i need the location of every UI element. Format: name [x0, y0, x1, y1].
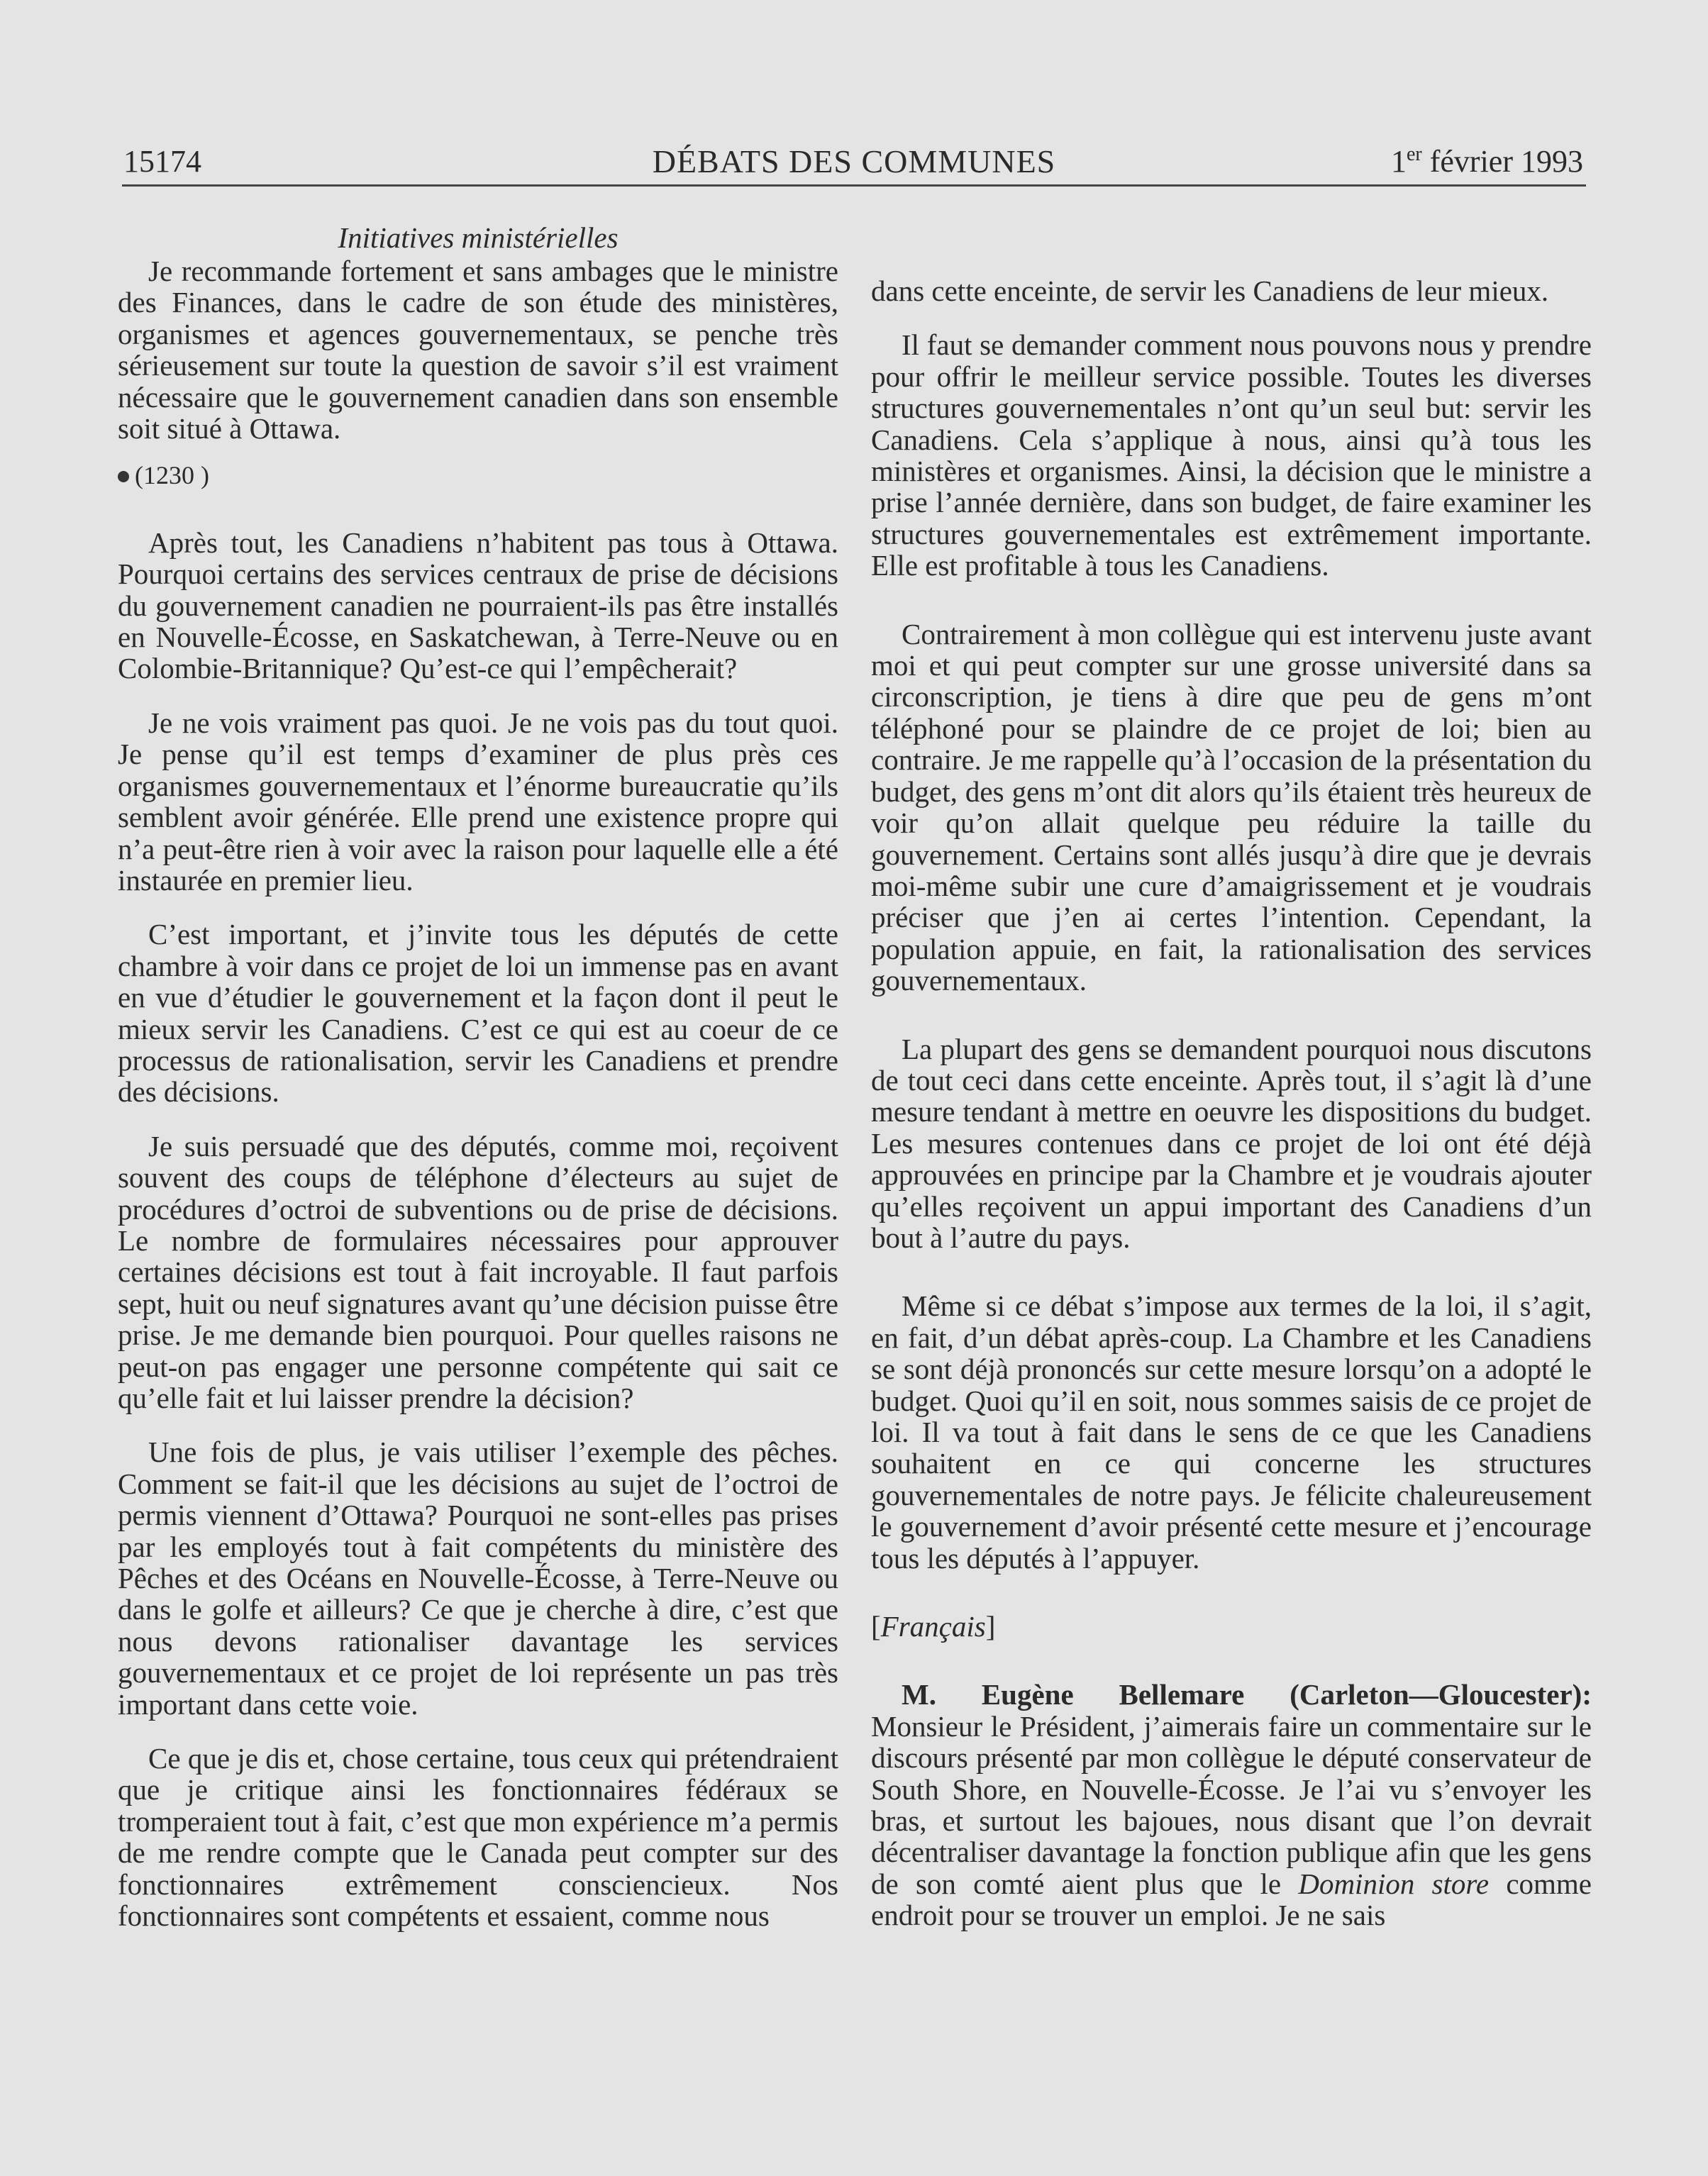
- left-column: [118, 220, 838, 1932]
- date-rest: février 1993: [1421, 144, 1583, 179]
- paragraph: Ce que je dis et, chose certaine, tous ceux qui prétendraient que je critique ainsi les fonctionnaires fédéraux se tromperaient tout à fait, c’est que mon expérience m’a permis de me rendre compte que le Canada peut compter sur des fonctionnaires extrêmement consciencieux. Nos fonctionnaires sont compétents et essaient, comme nous: [118, 1742, 838, 1933]
- paragraph: C’est important, et j’invite tous les députés de cette chambre à voir dans ce projet de loi un immense pas en avant en vue d’étudier le gouvernement et la façon dont il peut le mieux servir les Canadiens. C’est ce qui est au coeur de ce processus de rationalisation, servir les Canadiens et prendre des décisions.: [118, 918, 838, 1109]
- section-rubric: Initiatives ministérielles: [338, 221, 619, 254]
- page-date: [1391, 139, 1583, 184]
- speaker-name: M. Eugène Bellemare (Carleton—Gloucester):: [902, 1678, 1592, 1711]
- language-label: Français: [880, 1610, 986, 1643]
- language-indicator: [871, 1611, 1592, 1642]
- bracket-open: [: [871, 1610, 881, 1643]
- paragraph: Après tout, les Canadiens n’habitent pas tous à Ottawa. Pourquoi certains des services centraux de prise de décisions du gouvernement canadien ne pourraient-ils pas être installés en Nouvelle-Écosse, en Saskatchewan, à Terre-Neuve ou en Colombie-Britannique? Qu’est-ce qui l’empêcherait?: [118, 526, 838, 685]
- speech-text-end: comme endroit pour se trouver un emploi. Je ne sais: [871, 1867, 1592, 1932]
- right-column: [871, 275, 1592, 1931]
- time-marker: [118, 460, 838, 491]
- paragraph: La plupart des gens se demandent pourquoi nous discutons de tout ceci dans cette enceinte. Après tout, il s’agit là d’une mesure tendant à mettre en oeuvre les dispositions du budget. Les mesures contenues dans ce projet de loi ont été déjà approuvées en principe par la Chambre et je voudrais ajouter qu’elles reçoivent un appui important des Canadiens d’un bout à l’autre du pays.: [871, 1032, 1592, 1254]
- speech-italic-text: Dominion store: [1298, 1867, 1490, 1900]
- page-number: 15174: [123, 144, 201, 179]
- speech-paragraph: [871, 1679, 1592, 1931]
- date-suffix: er: [1406, 143, 1422, 165]
- page-header: [122, 139, 1586, 187]
- paragraph: dans cette enceinte, de servir les Canadiens de leur mieux.: [871, 274, 1549, 307]
- paragraph: Je recommande fortement et sans ambages que le ministre des Finances, dans le cadre de son étude des ministères, organismes et agences gouvernementaux, se penche très sérieusement sur toute la question de savoir s’il est vraiment nécessaire que le gouvernement canadien dans son ensemble soit situé à Ottawa.: [118, 255, 838, 445]
- paragraph: Contrairement à mon collègue qui est intervenu juste avant moi et qui peut compter sur une grosse université dans sa circonscription, je tiens à dire que peu de gens m’ont téléphoné pour se plaindre de ce projet de loi; bien au contraire. Je me rappelle qu’à l’occasion de la présentation du budget, des gens m’ont dit alors qu’ils étaient très heureux de voir qu’on allait quelque peu réduire la taille du gouvernement. Certains sont allés jusqu’à dire que je devrais moi-même subir une cure d’amaigrissement et je voudrais préciser que j’en ai certes l’intention. Cependant, la population appuie, en fait, la rationalisation des services gouvernementaux.: [871, 617, 1592, 997]
- paragraph: Même si ce débat s’impose aux termes de la loi, il s’agit, en fait, d’un débat après-coup. La Chambre et les Canadiens se sont déjà prononcés sur cette mesure lorsqu’on a adopté le budget. Quoi qu’il en soit, nous sommes saisis de ce projet de loi. Il va tout à fait dans le sens de ce que les Canadiens souhaitent en ce qui concerne les structures gouvernementales de notre pays. Je félicite chaleureusement le gouvernement d’avoir présenté cette mesure et j’encourage tous les députés à l’appuyer.: [871, 1289, 1592, 1575]
- paragraph: Je suis persuadé que des députés, comme moi, reçoivent souvent des coups de téléphone d’électeurs au sujet de procédures d’octroi de subventions ou de prise de décisions. Le nombre de formulaires nécessaires pour approuver certaines décisions est tout à fait incroyable. Il faut parfois sept, huit ou neuf signatures avant qu’une décision puisse être prise. Je me demande bien pourquoi. Pour quelles raisons ne peut-on pas engager une personne compétente qui sait ce qu’elle fait et lui laisser prendre la décision?: [118, 1129, 838, 1414]
- paragraph: Je ne vois vraiment pas quoi. Je ne vois pas du tout quoi. Je pense qu’il est temps d’examiner de plus près ces organismes gouvernementaux et l’énorme bureaucratie qu’ils semblent avoir générée. Elle prend une existence propre qui n’a peut-être rien à voir avec la raison pour laquelle elle a été instaurée en premier lieu.: [118, 706, 838, 897]
- paragraph: Il faut se demander comment nous pouvons nous y prendre pour offrir le meilleur service possible. Toutes les diverses structures gouvernementales n’ont qu’un seul but: servir les Canadiens. Cela s’applique à nous, ainsi qu’à tous les ministères et organismes. Ainsi, la décision que le ministre a prise l’année dernière, dans son budget, de faire examiner les structures gouvernementales est extrêmement importante. Elle est profitable à tous les Canadiens.: [871, 328, 1592, 582]
- date-day: 1: [1390, 144, 1407, 179]
- time-marker-text: (1230 ): [135, 461, 209, 490]
- publication-title: DÉBATS DES COMMUNES: [652, 143, 1056, 179]
- bullet-icon: [118, 471, 129, 482]
- speech-text: Monsieur le Président, j’aimerais faire un commentaire sur le discours présenté par mon collègue le député conservateur de South Shore, en Nouvelle-Écosse. Je l’ai vu s’envoyer les bras, et surtout les bajoues, nous disant que l’on devrait décentraliser davantage la fonction publique afin que les gens de son comté aient plus que le: [871, 1709, 1592, 1900]
- paragraph: Une fois de plus, je vais utiliser l’exemple des pêches. Comment se fait-il que les décisions au sujet de l’octroi de permis viennent d’Ottawa? Pourquoi ne sont-elles pas prises par les employés tout à fait compétents du ministère des Pêches et des Océans en Nouvelle-Écosse, à Terre-Neuve ou dans le golfe et ailleurs? Ce que je cherche à dire, c’est que nous devons rationaliser davantage les services gouvernementaux et ce projet de loi représente un pas très important dans cette voie.: [118, 1436, 838, 1721]
- bracket-close: ]: [985, 1610, 996, 1643]
